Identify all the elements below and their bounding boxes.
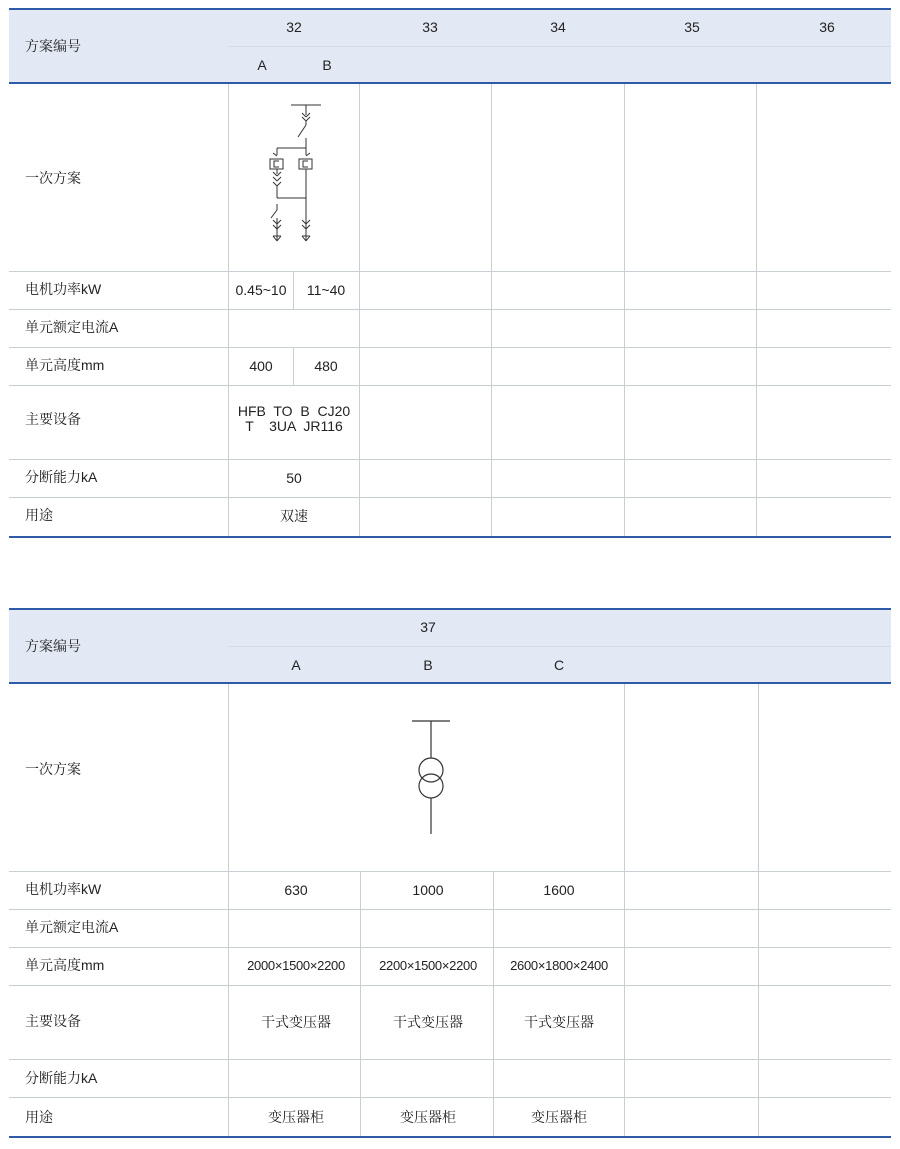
double-speed-circuit-diagram (249, 100, 339, 245)
unit-height-b: 480 (314, 358, 338, 374)
transformer-diagram (409, 718, 457, 836)
scheme-number-37: 37 (420, 619, 436, 635)
row-label-purpose: 用途 (25, 507, 53, 523)
purpose-value: 双速 (280, 508, 308, 524)
header-label: 方案编号 (25, 638, 81, 654)
main-equipment-a: 干式变压器 (261, 1014, 331, 1030)
row-label-main-equipment: 主要设备 (25, 411, 81, 427)
row-label-breaking-capacity: 分断能力kA (25, 1070, 98, 1086)
unit-height-c: 2600×1800×2400 (510, 958, 608, 973)
main-equipment-c: 干式变压器 (524, 1014, 594, 1030)
row-label-motor-power: 电机功率kW (25, 281, 102, 297)
scheme-number-35: 35 (684, 19, 700, 35)
row-label-rated-current: 单元额定电流A (25, 919, 119, 935)
purpose-c: 变压器柜 (531, 1109, 587, 1125)
unit-height-a: 2000×1500×2200 (247, 958, 345, 973)
row-label-primary-scheme: 一次方案 (25, 761, 81, 777)
sub-column-a: A (291, 657, 301, 673)
purpose-a: 变压器柜 (268, 1109, 324, 1125)
row-label-unit-height: 单元高度mm (25, 957, 105, 973)
scheme-number-36: 36 (819, 19, 835, 35)
purpose-b: 变压器柜 (400, 1109, 456, 1125)
scheme-number-34: 34 (550, 19, 566, 35)
motor-power-a: 0.45~10 (235, 282, 287, 298)
table-scheme-37 (9, 608, 891, 1140)
unit-height-b: 2200×1500×2200 (379, 958, 477, 973)
main-equipment-line2: T 3UA JR116 (245, 418, 343, 434)
row-label-purpose: 用途 (25, 1109, 53, 1125)
unit-height-a: 400 (249, 358, 273, 374)
row-label-main-equipment: 主要设备 (25, 1013, 81, 1029)
header-label: 方案编号 (25, 38, 81, 54)
motor-power-c: 1600 (543, 882, 575, 898)
row-label-rated-current: 单元额定电流A (25, 319, 119, 335)
main-equipment-line1: HFB TO B CJ20 (237, 403, 351, 419)
sub-column-a: A (257, 57, 267, 73)
scheme-number-32: 32 (286, 19, 302, 35)
sub-column-b: B (322, 57, 332, 73)
row-label-primary-scheme: 一次方案 (25, 170, 81, 186)
sub-column-b: B (423, 657, 433, 673)
breaking-capacity-value: 50 (286, 470, 302, 486)
motor-power-b: 1000 (412, 882, 444, 898)
table-schemes-32-36 (9, 8, 891, 538)
row-label-breaking-capacity: 分断能力kA (25, 469, 98, 485)
row-label-unit-height: 单元高度mm (25, 357, 105, 373)
main-equipment-b: 干式变压器 (393, 1014, 463, 1030)
motor-power-a: 630 (284, 882, 308, 898)
sub-column-c: C (553, 657, 565, 673)
row-label-motor-power: 电机功率kW (25, 881, 102, 897)
scheme-number-33: 33 (422, 19, 438, 35)
motor-power-b: 11~40 (306, 282, 346, 298)
